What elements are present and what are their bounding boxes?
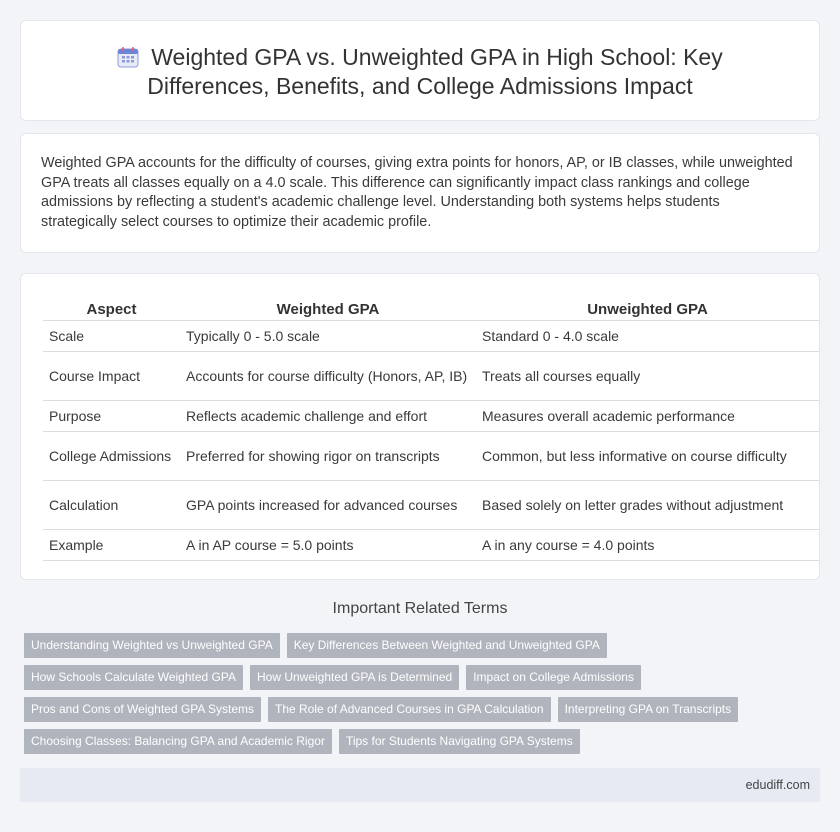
related-tag[interactable]: The Role of Advanced Courses in GPA Calculation <box>268 697 551 722</box>
cell-aspect: Calculation <box>43 480 180 529</box>
cell-aspect: Course Impact <box>43 351 180 400</box>
cell-aspect: Scale <box>43 320 180 351</box>
cell-unweighted: Standard 0 - 4.0 scale <box>476 320 819 351</box>
tag-row <box>24 665 824 697</box>
table-row <box>43 529 819 560</box>
cell-unweighted: A in any course = 4.0 points <box>476 529 819 560</box>
footer <box>20 768 820 802</box>
related-tag[interactable]: How Schools Calculate Weighted GPA <box>24 665 243 690</box>
related-tag[interactable]: Tips for Students Navigating GPA Systems <box>339 729 580 754</box>
footer-site-link[interactable]: edudiff.com <box>745 778 810 792</box>
related-tag[interactable]: Pros and Cons of Weighted GPA Systems <box>24 697 261 722</box>
related-terms-heading: Important Related Terms <box>332 600 508 617</box>
table-row <box>43 431 819 480</box>
cell-weighted: Reflects academic challenge and effort <box>180 400 476 431</box>
related-tags <box>24 633 824 761</box>
comparison-card <box>20 273 820 580</box>
cell-weighted: GPA points increased for advanced courses <box>180 480 476 529</box>
cell-weighted: Preferred for showing rigor on transcripts <box>180 431 476 480</box>
intro-card <box>20 133 820 253</box>
related-tag[interactable]: Interpreting GPA on Transcripts <box>558 697 739 722</box>
table-row <box>43 320 819 351</box>
header-aspect: Aspect <box>43 295 180 320</box>
tag-row <box>24 633 824 665</box>
table-header-row <box>43 295 819 320</box>
cell-unweighted: Treats all courses equally <box>476 351 819 400</box>
intro-paragraph: Weighted GPA accounts for the difficulty of courses, giving extra points for honors, AP, or IB classes, while unweighted GPA treats all classes equally on a 4.0 scale. This difference can significantly impact class rankings and college admissions by reflecting a student's academic challenge level. Understanding both systems helps students strategically select courses to optimize their academic profile. <box>41 155 793 230</box>
related-tag[interactable]: How Unweighted GPA is Determined <box>250 665 459 690</box>
title-card <box>20 20 820 121</box>
page-title <box>21 43 819 101</box>
comparison-table <box>43 295 819 561</box>
cell-unweighted: Common, but less informative on course difficulty <box>476 431 819 480</box>
tag-row <box>24 697 824 729</box>
table-row <box>43 351 819 400</box>
table-row <box>43 480 819 529</box>
cell-aspect: College Admissions <box>43 431 180 480</box>
title-line-1: Weighted GPA vs. Unweighted GPA in High School: Key <box>151 44 723 70</box>
related-tag[interactable]: Understanding Weighted vs Unweighted GPA <box>24 633 280 658</box>
header-unweighted: Unweighted GPA <box>476 295 819 320</box>
cell-unweighted: Measures overall academic performance <box>476 400 819 431</box>
related-tag[interactable]: Impact on College Admissions <box>466 665 641 690</box>
table-row <box>43 400 819 431</box>
cell-weighted: A in AP course = 5.0 points <box>180 529 476 560</box>
cell-unweighted: Based solely on letter grades without adjustment <box>476 480 819 529</box>
cell-weighted: Typically 0 - 5.0 scale <box>180 320 476 351</box>
cell-aspect: Purpose <box>43 400 180 431</box>
header-weighted: Weighted GPA <box>180 295 476 320</box>
tag-row <box>24 729 824 761</box>
cell-aspect: Example <box>43 529 180 560</box>
calendar-icon <box>117 46 139 68</box>
title-line-2: Differences, Benefits, and College Admissions Impact <box>147 73 693 99</box>
cell-weighted: Accounts for course difficulty (Honors, AP, IB) <box>180 351 476 400</box>
related-tag[interactable]: Key Differences Between Weighted and Unweighted GPA <box>287 633 607 658</box>
related-tag[interactable]: Choosing Classes: Balancing GPA and Academic Rigor <box>24 729 332 754</box>
